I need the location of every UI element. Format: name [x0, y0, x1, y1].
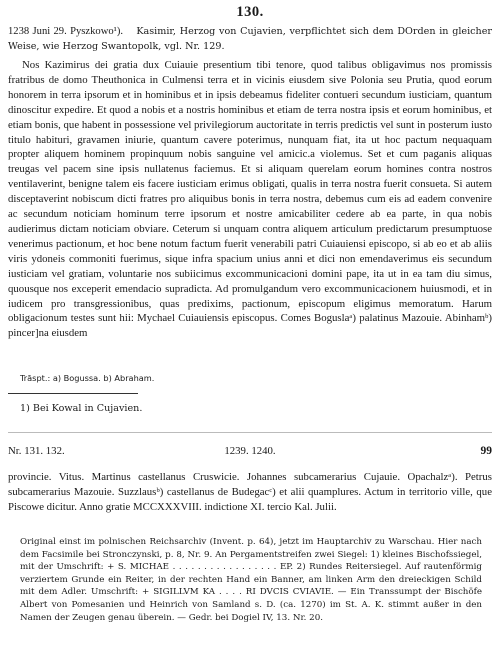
header-summary: Kasimir, Herzog von Cujavien, verpflichtet sich dem DOrden in gleicher Weise, wie Herzog Swantopolk, vgl. Nr. 129. [8, 26, 492, 52]
document-header [8, 24, 492, 54]
source-note: Original einst im polnischen Reichsarchiv (Invent. p. 64), jetzt im Hauptarchiv zu Warschau. Hier nach dem Facsimile bei Stronczynski, p. 8, Nr. 9. An Pergamentstreifen zwei Siegel: 1) kleines Bischofssiegel, mit der Umschrift: + S. MICHAE . . . . . . . . . . . . . . . . . EP. 2) Rundes Reitersiegel. Auf rautenförmig verziertem Grunde ein Reiter, in der rechten Hand ein Banner, am linken Arm den dreieckigen Schild mit dem Adler. Umschrift: + SIGILLVM KA . . . . RI DVCIS CVIAVIE. — Ein Transsumpt der Bischöfe Albert von Pomesanien und Heinrich von Samland s. D. (ca. 1270) im St. A. K. stimmt außer in den Namen der Zeugen genau überein. — Gedr. bei Dogiel IV, 13. Nr. 20. [20, 537, 482, 623]
header-date: 1238 Juni 29. Pyszkowo¹). [8, 26, 123, 37]
footnote: 1) Bei Kowal in Cujavien. [20, 403, 143, 414]
page-number: 99 [480, 445, 492, 457]
running-header-years: 1239. 1240. [224, 445, 276, 457]
charter-text: Nos Kazimirus dei gratia dux Cuiauie presentium tibi tenore, quod talibus obligavimus nos promissis fratribus de domo Theuthonica in Culmensi terra et in vicinis eiusdem sive Polonia seu Prutia, quod eorum honorem in terra ipsorum et in hominibus et in ipsis debeamus fideliter contueri secundum iusticiam, quantum dinoscitur expedire. Et quod a nobis et a nostris hominibus et etiam de terra nostra ipsis et eorum hominibus, et etiam bonis, que habent in possessione vel privilegiorum auctoritate in terris predictis vel sunt in posterum iusto titulo habituri, gravamen iniurie, quantum cavere poterimus, nunquam fiat, ita ut hoc pactum nequaquam propter aliquem hominem propinquum nobis sanguine vel amicic.a violemus. Set et cum paganis aliquas treugas vel pacem sine ipsis nullatenus faciemus. Et si aliquam querelam eorum homines contra nostros ventilaverint, benigne talem eis facere iusticiam erimus obligati, qualis in terra nostra fuerit consueta. Si autem disceptaverint nobiscum dicti fratres pro aliquibus bonis in terra nostra, debemus cum eis ad eadem convenire ac secundum noticiam hominum terre ipsorum et nostre amicabiliter cedere ab ea parte, in qua nobis audierimus dictam noticiam obviare. Ceterum si unquam contra aliquem articulum predictarum presumptuose venerimus pactionum, et hoc bene notum factum fuerit venerabili patri Cuiauiensi episcopo, si ab eo et ab aliis viris ydoneis commoniti fuerimus, sique infra spacium unius anni et dici non emendaverimus eis secundum iusticiam vel gratiam, voluntarie nos subiicimus excommunicacioni domini pape, ita ut in ea tam diu simus, quousque nos exceperit emendacio supradicta. Ad promulgandum vero excommunicacionem huiusmodi, et in iudicem pro transgressionibus, quas predixims, pactionum, episcopum eligimus memoratum. Harum obligacionum testes sunt hii: Mychael Cuiauiensis episcopus. Comes Boguslaᵃ) palatinus Mazouie. Abinhamᵇ) pincer]na eiusdem [8, 59, 492, 340]
page-divider [8, 432, 492, 433]
footnote-rule [8, 393, 138, 394]
document-number: 130. [236, 4, 264, 20]
charter-text-continuation: provincie. Vitus. Martinus castellanus Cruswicie. Johannes subcamerarius Cujauie. Opachalzᵃ). Petrus subcamerarius Mazouie. Suzzlausᵇ) castellanus de Budegacᶜ) et alii quamplures. Actum in territorio ville, que Piscowe dicitur. Anno gratie MCCXXXVIII. indictione XI. tercio Kal. Julii. [8, 471, 492, 513]
running-header-doc-numbers: Nr. 131. 132. [8, 445, 65, 457]
variant-notes: Trāspt.: a) Bogussa. b) Abraham. [20, 373, 155, 383]
running-header [8, 445, 492, 461]
